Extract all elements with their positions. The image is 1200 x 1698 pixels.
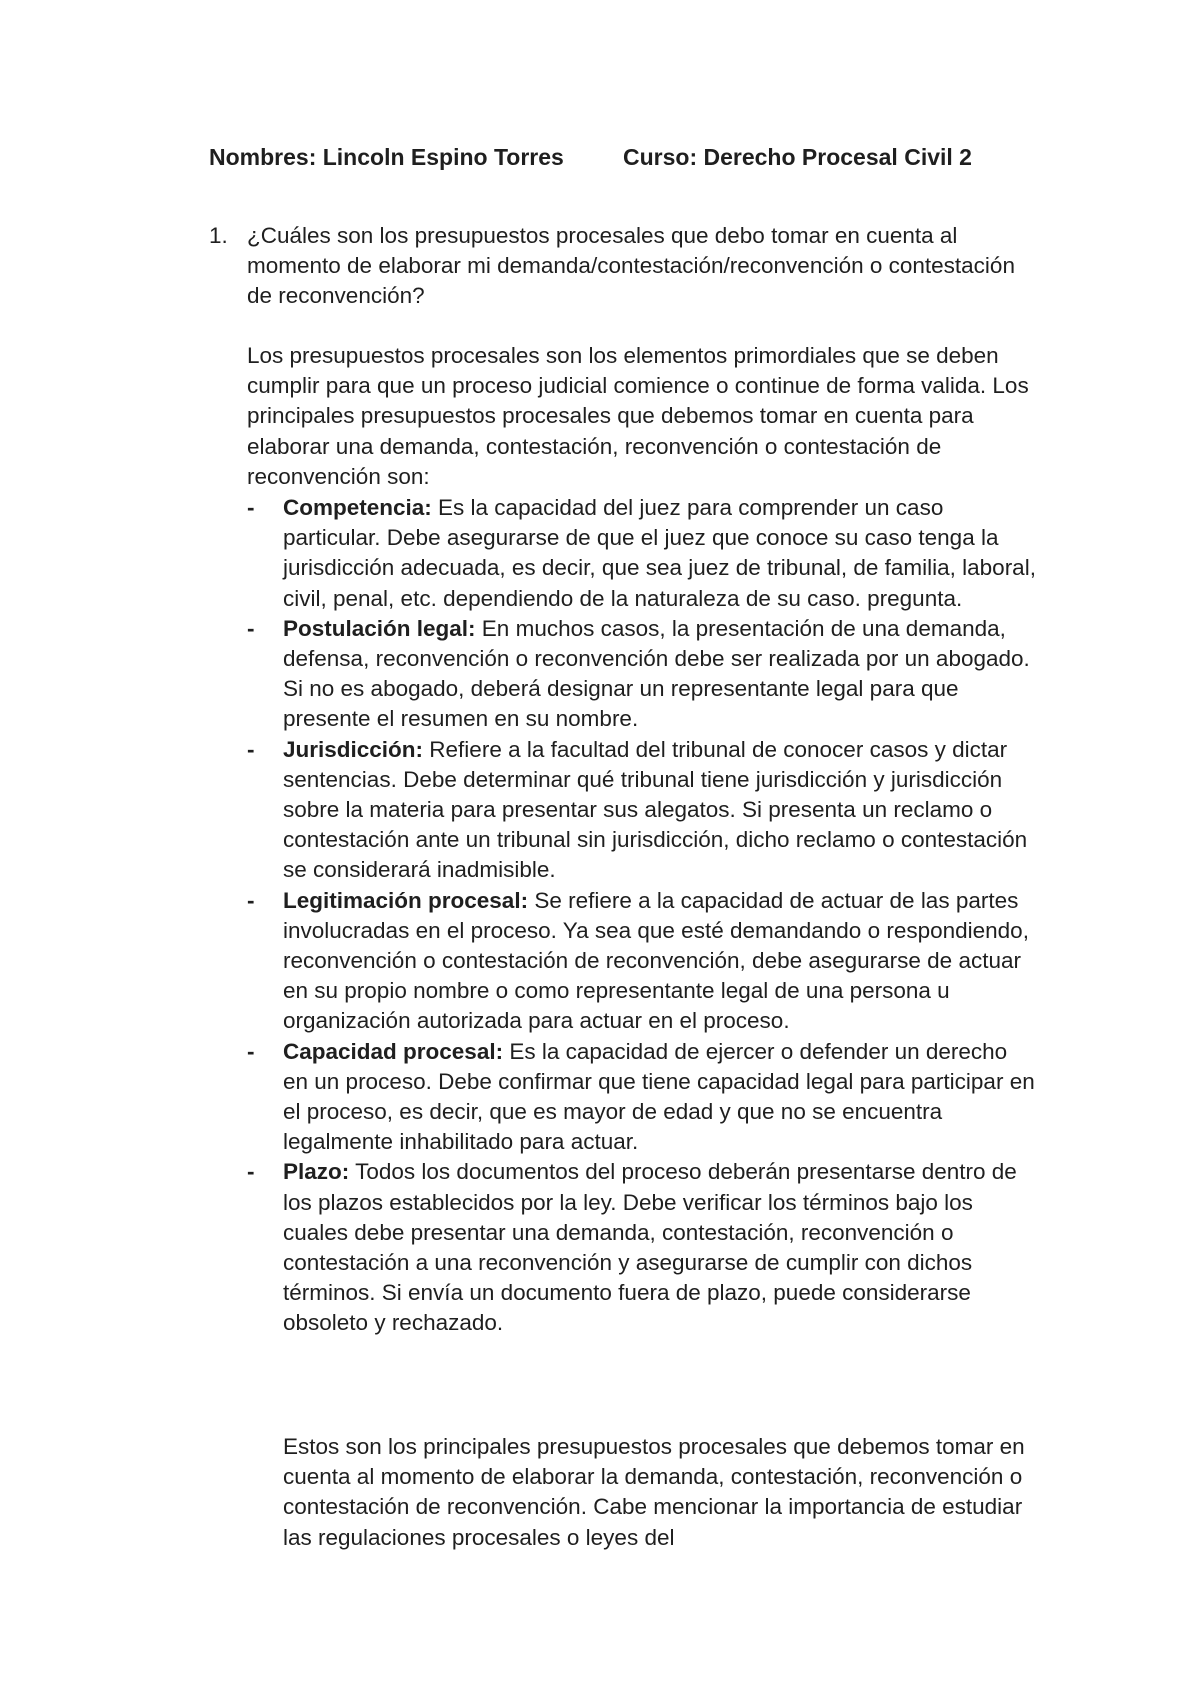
question-text: ¿Cuáles son los presupuestos procesales que debo tomar en cuenta al momento de elaborar mi demanda/contestación/reconvención o contestación de reconvención? <box>247 223 1015 309</box>
bullet-term: Legitimación procesal: <box>283 887 529 913</box>
list-item-postulacion-legal <box>247 614 1037 735</box>
bullet-text: Refiere a la facultad del tribunal de conocer casos y dictar sentencias. Debe determinar qué tribunal tiene jurisdicción y jurisdicción sobre la materia para presentar sus alegatos. Si presenta un reclamo o contestación ante un tribunal sin jurisdicción, dicho reclamo o contestación se considerará inadmisible. <box>283 736 1028 883</box>
bullet-dash: - <box>247 1038 255 1064</box>
bullet-term: Postulación legal: <box>283 615 476 641</box>
bullet-text: Todos los documentos del proceso deberán presentarse dentro de los plazos establecidos por la ley. Debe verificar los términos bajo los cuales debe presentar una demanda, contestación, reconvención o contestación a una reconvención y asegurarse de cumplir con dichos términos. Si envía un documento fuera de plazo, puede considerarse obsoleto y rechazado. <box>283 1159 1017 1336</box>
bullet-term: Competencia: <box>283 495 432 520</box>
bullet-dash: - <box>247 887 255 913</box>
bullet-dash: - <box>247 495 255 520</box>
document-header <box>209 142 972 172</box>
bullet-dash: - <box>247 736 255 762</box>
list-item-plazo <box>247 1157 1037 1338</box>
bullet-text: En muchos casos, la presentación de una demanda, defensa, reconvención o reconvención debe ser realizada por un abogado. Si no es abogado, deberá designar un representante legal para que presente el resumen en su nombre. <box>283 615 1030 732</box>
question-1 <box>209 221 1039 312</box>
bullet-text: Se refiere a la capacidad de actuar de las partes involucradas en el proceso. Ya sea que esté demandando o respondiendo, reconvención o contestación de reconvención, debe asegurarse de actuar en su propio nombre o como representante legal de una persona u organización autorizada para actuar en el proceso. <box>283 887 1029 1034</box>
list-item-capacidad-procesal <box>247 1037 1037 1158</box>
list-item-competencia <box>247 493 1037 614</box>
bullet-term: Plazo: <box>283 1159 350 1185</box>
closing-paragraph: Estos son los principales presupuestos procesales que debemos tomar en cuenta al momento de elaborar la demanda, contestación, reconvención o contestación de reconvención. Cabe mencionar la importancia de estudiar las regulaciones procesales o leyes del <box>283 1434 1025 1550</box>
bullet-text: Es la capacidad de ejercer o defender un derecho en un proceso. Debe confirmar que tiene capacidad legal para participar en el proceso, es decir, que es mayor de edad y que no se encuentra legalmente inhabilitado para actuar. <box>283 1038 1035 1155</box>
bullet-dash: - <box>247 1159 255 1185</box>
list-item-jurisdiccion <box>247 735 1037 886</box>
bullet-text: Es la capacidad del juez para comprender un caso particular. Debe asegurarse de que el juez que conoce su caso tenga la jurisdicción adecuada, es decir, que sea juez de tribunal, de familia, laboral, civil, penal, etc. dependiendo de la naturaleza de su caso. pregunta. <box>283 495 1036 611</box>
answer-intro-paragraph: Los presupuestos procesales son los elementos primordiales que se deben cumplir para que un proceso judicial comience o continue de forma valida. Los principales presupuestos procesales que debemos tomar en cuenta para elaborar una demanda, contestación, reconvención o contestación de reconvención son: <box>247 343 1029 489</box>
bullet-term: Capacidad procesal: <box>283 1038 504 1064</box>
presupuestos-list <box>247 493 1037 1339</box>
course-name: Curso: Derecho Procesal Civil 2 <box>623 144 972 170</box>
bullet-dash: - <box>247 615 255 641</box>
student-names: Nombres: Lincoln Espino Torres <box>209 144 564 170</box>
bullet-term: Jurisdicción: <box>283 736 424 762</box>
question-number: 1. <box>209 223 228 248</box>
list-item-legitimacion-procesal <box>247 886 1037 1037</box>
